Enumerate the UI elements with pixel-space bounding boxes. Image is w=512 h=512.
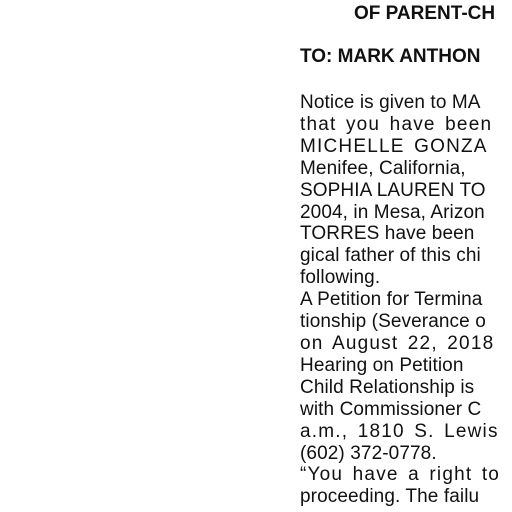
body-line: on August 22, 2018	[300, 332, 495, 354]
document-heading: OF PARENT-CH	[354, 3, 496, 24]
body-line: that you have been	[300, 113, 493, 135]
body-line: MICHELLE GONZA	[300, 135, 488, 157]
body-line: tionship (Severance o	[300, 311, 486, 333]
body-line: Notice is given to MA	[300, 92, 481, 113]
body-line: Child Relationship is	[300, 376, 475, 398]
body-line: Hearing on Petition	[300, 354, 464, 376]
body-line: SOPHIA LAUREN TO	[300, 179, 486, 201]
addressee-line: TO: MARK ANTHON	[300, 46, 481, 67]
body-line: with Commissioner C	[300, 398, 482, 420]
body-line: a.m., 1810 S. Lewis	[300, 420, 499, 442]
body-line: Menifee, California,	[300, 157, 466, 179]
body-line: gical father of this chi	[300, 245, 481, 267]
notice-body	[300, 92, 512, 508]
body-line: following.	[300, 267, 381, 289]
body-line: A Petition for Termina	[300, 289, 483, 311]
body-line: “You have a right to	[300, 464, 501, 486]
body-line: (602) 372-0778.	[300, 442, 437, 464]
body-line: 2004, in Mesa, Arizon	[300, 201, 485, 223]
body-line: proceeding. The failu	[300, 486, 480, 508]
body-line: TORRES have been	[300, 223, 475, 245]
